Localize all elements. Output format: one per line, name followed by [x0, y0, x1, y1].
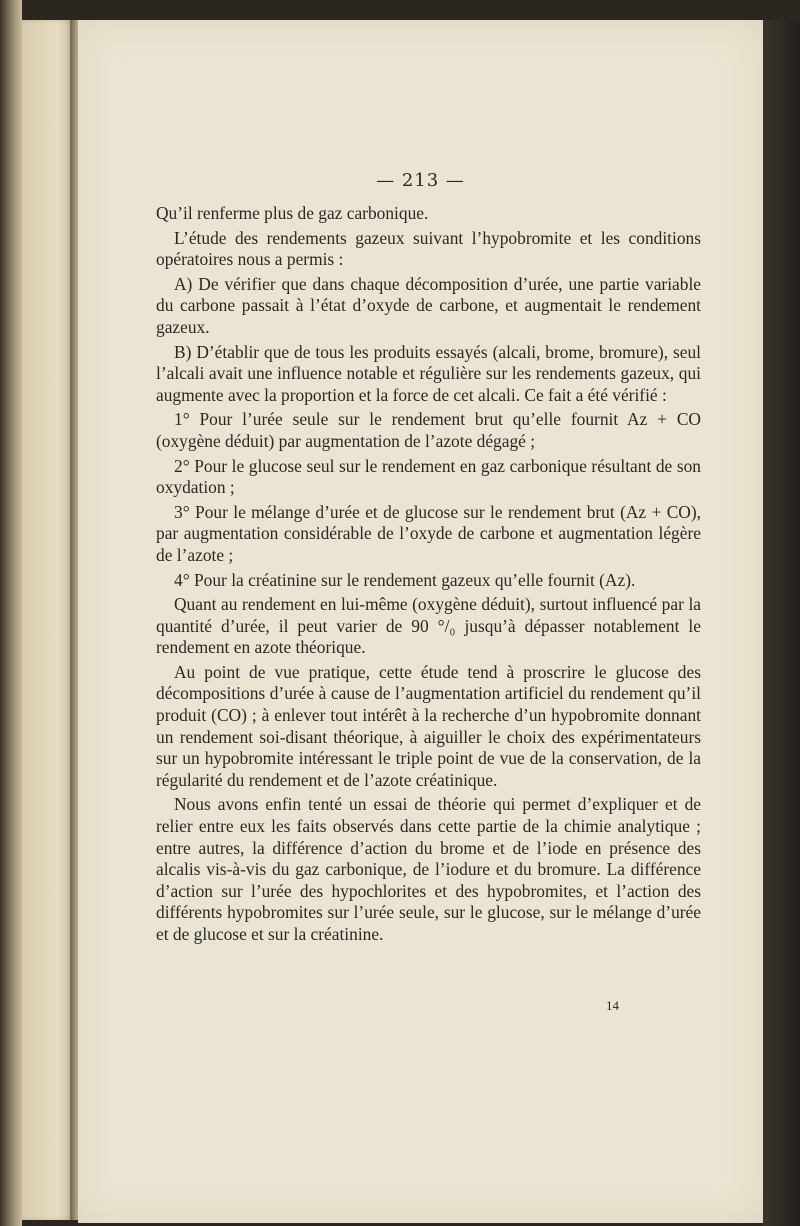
signature-mark: 14 [606, 998, 619, 1013]
book-page [78, 20, 763, 1223]
paragraph-2: L’étude des rendements gazeux suivant l’hypobromite et les conditions opératoires nous a permis : [156, 227, 701, 270]
paragraph-theorie: Nous avons enfin tenté un essai de théorie qui permet d’expliquer et de relier entre eux les faits observés dans cette partie de la chimie analytique ; entre autres, la différence d’action du brome et de l’iode en présence des alcalis vis-à-vis du gaz carbonique, de l’iodure et du bromure. La différence d’action sur l’urée des hypochlorites et des hypobromites, et l’action des différents hypobromites sur l’urée seule, sur le glucose, sur le mélange d’urée et de glucose et sur la créatinine. [156, 794, 701, 944]
paragraph-1: Qu’il renferme plus de gaz carbonique. [156, 203, 429, 223]
paragraph-rendement: Quant au rendement en lui-même (oxygène déduit), surtout influencé par la quantité d’urée, il peut varier de 90 °/₀ jusqu’à dépasser notablement le rendement en azote théorique. [156, 594, 701, 658]
paragraph-b: B) D’établir que de tous les produits essayés (alcali, brome, bromure), seul l’alcali avait une influence notable et régulière sur les rendements gazeux, qui augmente avec la proportion et la force de cet alcali. Ce fait a été vérifié : [156, 341, 701, 405]
paragraph-pratique: Au point de vue pratique, cette étude tend à proscrire le glucose des décompositions d’urée à cause de l’augmentation artificiel du rendement qu’il produit (CO) ; à enlever tout intérêt à la recherche d’un hypobromite donnant un rendement soi-disant théorique, à aiguiller le choix des expérimentateurs sur un hypobromite intéressant le triple point de vue de la conservation, de la régularité du rendement et de l’azote créatinique. [156, 661, 701, 790]
book-edge-right [763, 20, 800, 1226]
previous-page-margin [22, 20, 72, 1220]
page-body [156, 203, 701, 949]
item-4: 4° Pour la créatinine sur le rendement gazeux qu’elle fournit (Az). [174, 569, 636, 590]
paragraph-a: A) De vérifier que dans chaque décomposition d’urée, une partie variable du carbone passait à l’état d’oxyde de carbone, et augmentait le rendement gazeux. [156, 273, 701, 337]
item-2: 2° Pour le glucose seul sur le rendement en gaz carbonique résultant de son oxydation ; [156, 455, 701, 498]
page-number-header: — 213 — [376, 170, 465, 191]
book-edge-left [0, 0, 22, 1226]
item-1: 1° Pour l’urée seule sur le rendement brut qu’elle fournit Az + CO (oxygène déduit) par augmentation de l’azote dégagé ; [156, 409, 701, 451]
book-gutter [70, 20, 78, 1220]
item-3: 3° Pour le mélange d’urée et de glucose sur le rendement brut (Az + CO), par augmentation considérable de l’oxyde de carbone et augmentation légère de l’azote ; [156, 501, 701, 565]
